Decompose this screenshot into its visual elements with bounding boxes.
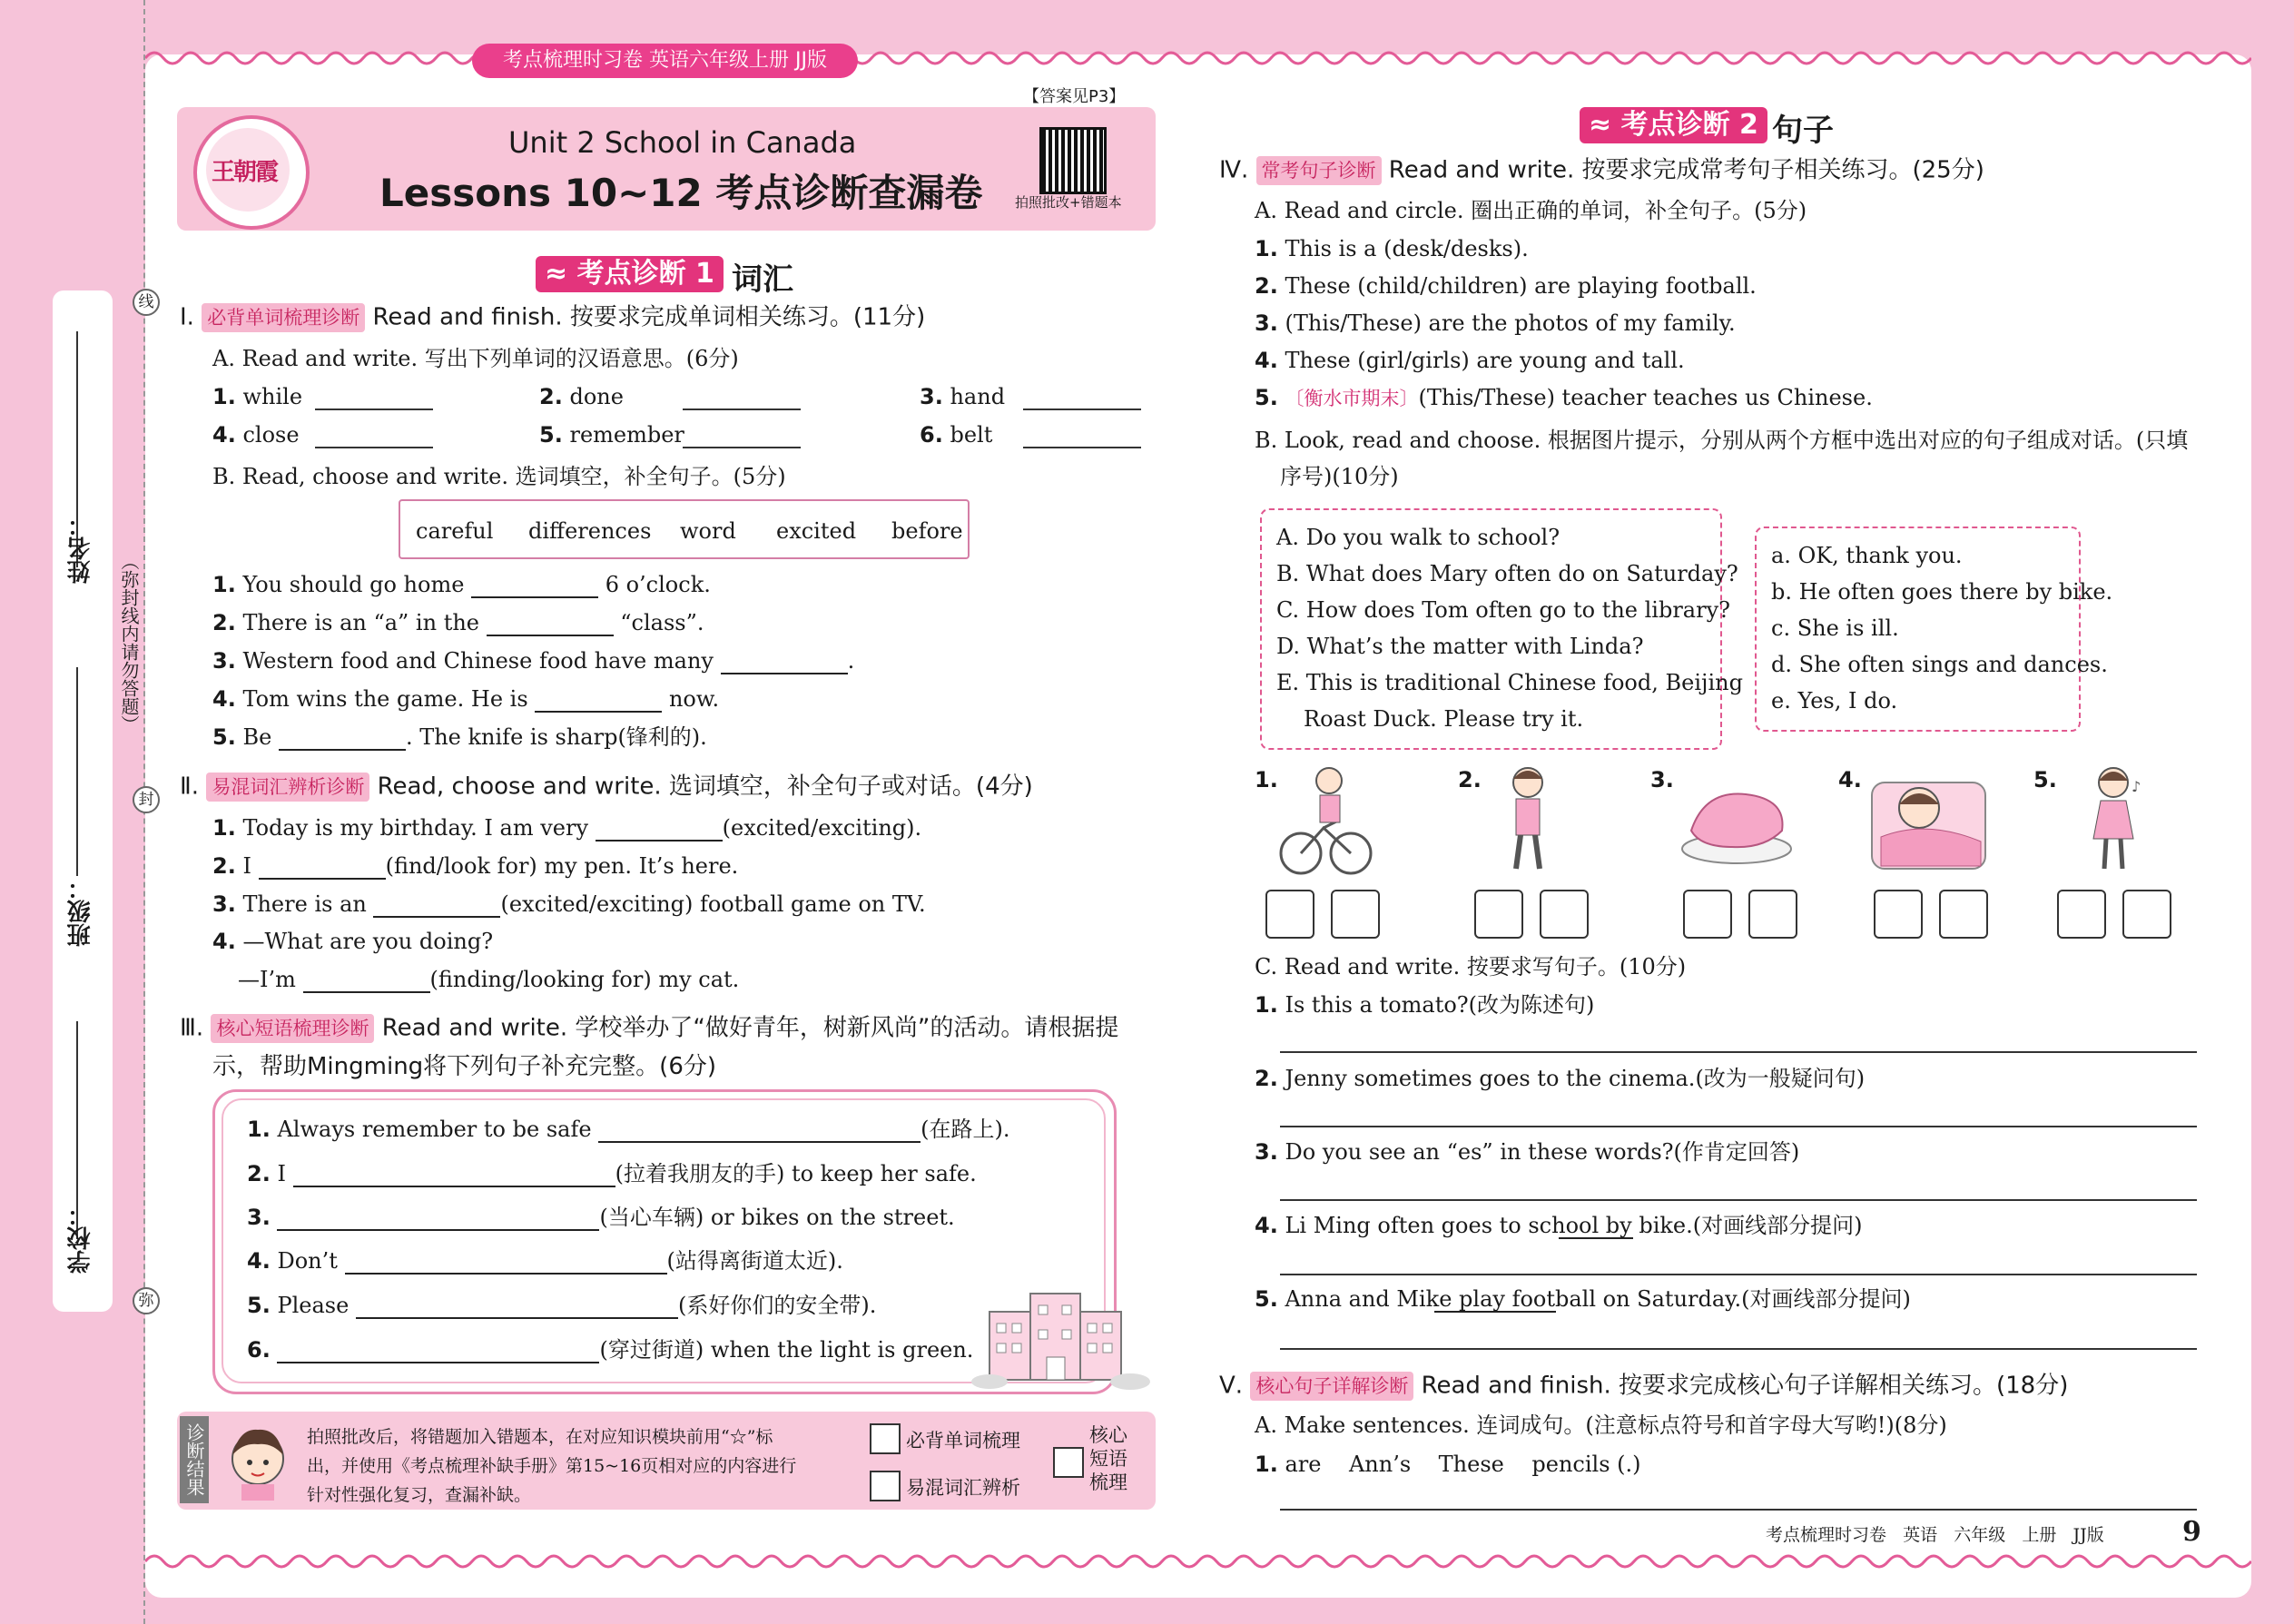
word-item: 1. while	[212, 384, 303, 409]
underline-mark	[1434, 1311, 1556, 1313]
word-item: 6. belt	[920, 422, 993, 448]
answer-box[interactable]	[2122, 890, 2171, 939]
q3-instruction-2: 示，帮助Mingming将下列句子补充完整。(6分)	[212, 1053, 717, 1080]
answer-line[interactable]	[315, 447, 433, 448]
student-info-fields	[64, 304, 100, 1303]
diagnosis-label: 诊断结果	[180, 1416, 209, 1503]
fill-item: 2. I (find/look for) my pen. It’s here.	[212, 853, 739, 879]
phrase-item: 4. Don’t (站得离街道太近).	[247, 1248, 843, 1274]
answer-box[interactable]	[1748, 890, 1797, 939]
answer-option: d. She often sings and dances.	[1771, 652, 2108, 677]
q1a-title: A. Read and write. 写出下列单词的汉语意思。(6分)	[212, 346, 739, 371]
picture-number: 1.	[1255, 767, 1278, 792]
q4-instruction: Read and write. 按要求完成常考句子相关练习。(25分)	[1388, 156, 1984, 184]
diagnosis-text-3: 针对性强化复习，查漏补缺。	[307, 1485, 532, 1505]
word-bank-item: careful	[416, 518, 494, 544]
q1b-title: B. Read, choose and write. 选词填空，补全句子。(5分)	[212, 464, 786, 489]
fill-item: 4. —What are you doing?	[212, 929, 494, 954]
diagnosis-text-1: 拍照批改后，将错题加入错题本，在对应知识模块前用“☆”标	[307, 1427, 773, 1447]
q5-num: Ⅴ.	[1219, 1372, 1244, 1400]
word-item: 2. done	[539, 384, 624, 409]
q1-num: Ⅰ.	[180, 303, 194, 331]
q4-tag: 常考句子诊断	[1256, 156, 1382, 185]
seal-note: （弥封线内请勿答题）	[118, 552, 140, 733]
q4c-title: C. Read and write. 按要求写句子。(10分)	[1255, 954, 1687, 979]
section2-tag: ≈ 考点诊断 2	[1580, 107, 1767, 143]
answer-box[interactable]	[2057, 890, 2106, 939]
q4a-title: A. Read and circle. 圈出正确的单词，补全句子。(5分)	[1255, 198, 1807, 223]
question-option: A. Do you walk to school?	[1276, 525, 1561, 550]
checkbox-confusing[interactable]	[870, 1471, 901, 1501]
fill-item: 3. Western food and Chinese food have many .	[212, 648, 855, 674]
footer-series: 考点梳理时习卷 英语 六年级 上册 JJ版	[1766, 1525, 2104, 1545]
word-bank-item: differences	[528, 518, 652, 544]
answer-line[interactable]	[1280, 1199, 2197, 1201]
answer-line[interactable]	[1280, 1051, 2197, 1053]
circle-item: 1. This is a (desk/desks).	[1255, 236, 1529, 261]
word-item: 4. close	[212, 422, 300, 448]
q1-tag: 必背单词梳理诊断	[202, 303, 365, 332]
answer-line[interactable]	[683, 408, 801, 410]
q5-header	[1219, 1372, 2068, 1401]
fill-item: 1. Today is my birthday. I am very (excited/exciting).	[212, 815, 922, 841]
q5-tag: 核心句子详解诊断	[1250, 1372, 1413, 1401]
q4b-title-2: 序号)(10分)	[1280, 464, 1399, 489]
answer-box[interactable]	[1683, 890, 1732, 939]
sentence-item: 1. are Ann’s These pencils (.)	[1255, 1452, 1641, 1477]
answer-line[interactable]	[1280, 1126, 2197, 1127]
page-number: 9	[2182, 1516, 2201, 1548]
section1-title: 词汇	[732, 261, 793, 298]
phrase-item: 2. I (拉着我朋友的手) to keep her safe.	[247, 1161, 977, 1186]
circle-item: 2. These (child/children) are playing football.	[1255, 273, 1757, 299]
q1-instruction: Read and finish. 按要求完成单词相关练习。(11分)	[372, 303, 926, 331]
answer-option: b. He often goes there by bike.	[1771, 579, 2113, 605]
answer-box[interactable]	[1265, 890, 1314, 939]
answer-box[interactable]	[1540, 890, 1589, 939]
fill-item: —I’m (finding/looking for) my cat.	[238, 967, 740, 992]
answer-line[interactable]	[1023, 447, 1141, 448]
phrase-item: 3. (当心车辆) or bikes on the street.	[247, 1205, 955, 1230]
boy-riding-bike-icon	[1278, 764, 1373, 878]
q3-tag: 核心短语梳理诊断	[211, 1014, 374, 1043]
answer-box[interactable]	[1474, 890, 1523, 939]
question-option: E. This is traditional Chinese food, Beijing	[1276, 670, 1743, 695]
answer-option: e. Yes, I do.	[1771, 688, 1898, 714]
fill-item: 2. There is an “a” in the “class”.	[212, 610, 704, 635]
q2-header	[180, 773, 1033, 802]
rewrite-item: 1. Is this a tomato?(改为陈述句)	[1255, 992, 1595, 1018]
q5a-title: A. Make sentences. 连词成句。(注意标点符号和首字母大写哟!)(8分)	[1255, 1412, 1947, 1438]
answer-line[interactable]	[1280, 1274, 2197, 1275]
name-label: 姓名：	[67, 513, 94, 584]
q2-tag: 易混词汇辨析诊断	[206, 773, 369, 802]
checkbox-confusing-label: 易混词汇辨析	[906, 1477, 1020, 1499]
q3-instruction: Read and write. 学校举办了“做好青年，树新风尚”的活动。请根据提	[381, 1014, 1119, 1042]
circle-item: 4. These (girl/girls) are young and tall.	[1255, 348, 1685, 373]
seal-mark-1: 线	[133, 289, 160, 316]
student-avatar-icon	[222, 1421, 294, 1502]
rewrite-item: 3. Do you see an “es” in these words?(作肯定回答)	[1255, 1139, 1800, 1165]
picture-number: 5.	[2033, 767, 2057, 792]
answer-box[interactable]	[1874, 890, 1923, 939]
sick-girl-in-bed-icon	[1863, 764, 1994, 873]
svg-text:♪: ♪	[2132, 778, 2141, 795]
q3-header	[180, 1014, 1118, 1043]
girl-singing-icon	[2079, 764, 2147, 878]
q3-num: Ⅲ.	[180, 1014, 204, 1042]
fill-item: 3. There is an (excited/exciting) football game on TV.	[212, 891, 926, 917]
diagnosis-text-2: 出，并使用《考点梳理补缺手册》第15~16页相对应的内容进行	[307, 1456, 797, 1476]
school-building-icon	[971, 1280, 1153, 1398]
word-bank-item: before	[891, 518, 963, 544]
answer-line[interactable]	[1280, 1348, 2197, 1350]
boy-walking-icon	[1496, 764, 1560, 878]
class-label: 班级：	[67, 876, 94, 947]
qr-code-icon[interactable]	[1039, 127, 1107, 194]
q5-instruction: Read and finish. 按要求完成核心句子详解相关练习。(18分)	[1421, 1372, 2069, 1400]
answer-line[interactable]	[1280, 1509, 2197, 1511]
seal-mark-2: 封	[133, 786, 160, 813]
wave-border-top	[145, 47, 2251, 69]
unit-title: Unit 2 School in Canada	[508, 125, 857, 160]
q4b-title: B. Look, read and choose. 根据图片提示，分别从两个方框中选出对应的句子组成对话。(只填	[1255, 428, 2189, 453]
word-item: 3. hand	[920, 384, 1006, 409]
q4-num: Ⅳ.	[1219, 156, 1249, 184]
answer-box[interactable]	[1331, 890, 1380, 939]
answer-ref: 【答案见P3】	[1023, 87, 1126, 106]
q2-instruction: Read, choose and write. 选词填空，补全句子或对话。(4分)	[377, 773, 1033, 801]
word-bank-item: excited	[776, 518, 857, 544]
publisher-logo	[193, 115, 310, 230]
school-label: 学校：	[67, 1203, 94, 1274]
circle-item: 5. 〔衡水市期末〕(This/These) teacher teaches us Chinese.	[1255, 385, 1873, 410]
series-banner: 考点梳理时习卷 英语六年级上册 JJ版	[472, 44, 858, 78]
fill-item: 5. Be . The knife is sharp(锋利的).	[212, 724, 707, 750]
seal-mark-3: 弥	[133, 1287, 160, 1314]
answer-line[interactable]	[315, 408, 433, 410]
class-line[interactable]	[76, 667, 78, 876]
answer-line[interactable]	[1023, 408, 1141, 410]
section2-title: 句子	[1772, 113, 1834, 149]
q2-num: Ⅱ.	[180, 773, 200, 801]
wave-border-bottom	[145, 1550, 2251, 1572]
rewrite-item: 5. Anna and Mike play football on Saturday.(对画线部分提问)	[1255, 1286, 1911, 1312]
q4-header	[1219, 156, 1984, 185]
rewrite-item: 4. Li Ming often goes to school by bike.(对画线部分提问)	[1255, 1213, 1863, 1238]
phrase-item: 1. Always remember to be safe (在路上).	[247, 1117, 1010, 1142]
fill-item: 4. Tom wins the game. He is now.	[212, 686, 720, 712]
picture-number: 4.	[1838, 767, 1862, 792]
answer-option: a. OK, thank you.	[1771, 543, 1963, 568]
section1-tag: ≈ 考点诊断 1	[536, 256, 724, 292]
word-item: 5. remember	[539, 422, 684, 448]
checkbox-words[interactable]	[870, 1423, 901, 1454]
underline-mark	[1559, 1237, 1633, 1239]
word-bank-item: word	[680, 518, 736, 544]
question-option: C. How does Tom often go to the library?	[1276, 597, 1731, 623]
phrase-item: 5. Please (系好你们的安全带).	[247, 1293, 877, 1318]
phrase-item: 6. (穿过街道) when the light is green.	[247, 1337, 974, 1363]
circle-item: 3. (This/These) are the photos of my family.	[1255, 310, 1736, 336]
qr-caption: 拍照批改+错题本	[1015, 194, 1122, 211]
roast-duck-icon	[1678, 776, 1796, 867]
fill-item: 1. You should go home 6 o’clock.	[212, 572, 711, 597]
checkbox-phrases[interactable]	[1053, 1447, 1084, 1478]
answer-option: c. She is ill.	[1771, 615, 1899, 641]
question-option: D. What’s the matter with Linda?	[1276, 634, 1644, 659]
question-option-cont: Roast Duck. Please try it.	[1304, 706, 1584, 732]
picture-number: 2.	[1458, 767, 1482, 792]
q1-header	[180, 303, 925, 332]
checkbox-phrases-label: 核心 短语 梳理	[1089, 1424, 1127, 1493]
answer-box[interactable]	[1939, 890, 1988, 939]
page-title: Lessons 10~12 考点诊断查漏卷	[379, 171, 983, 215]
checkbox-words-label: 必背单词梳理	[906, 1430, 1020, 1452]
rewrite-item: 2. Jenny sometimes goes to the cinema.(改为一般疑问句)	[1255, 1066, 1866, 1091]
logo-text: 王朝霞	[212, 159, 278, 186]
question-option: B. What does Mary often do on Saturday?	[1276, 561, 1738, 586]
answer-line[interactable]	[683, 447, 801, 448]
picture-number: 3.	[1650, 767, 1674, 792]
